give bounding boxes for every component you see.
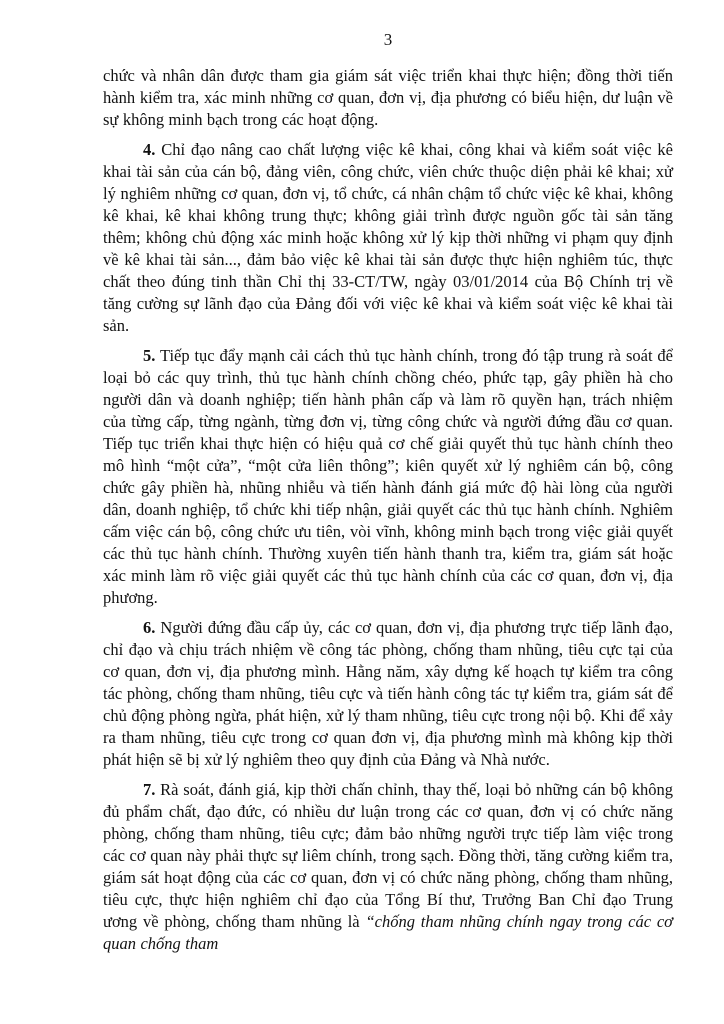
paragraph-4 xyxy=(103,139,673,337)
paragraph-7-quoted-phrase: “chống tham nhũng chính ngay trong các cơ quan chống tham xyxy=(103,912,673,953)
paragraph-5 xyxy=(103,345,673,609)
paragraph-continuation: chức và nhân dân được tham gia giám sát việc triển khai thực hiện; đồng thời tiến hành kiểm tra, xác minh những cơ quan, đơn vị, địa phương có biểu hiện, dư luận về sự không minh bạch trong các hoạt động. xyxy=(103,66,673,129)
page-number: 3 xyxy=(383,30,393,49)
paragraph-7-number: 7. xyxy=(143,780,156,799)
paragraph-5-text: Tiếp tục đẩy mạnh cải cách thủ tục hành chính, trong đó tập trung rà soát để loại bỏ các quy trình, thủ tục hành chính chồng chéo, phức tạp, gây phiền hà cho người dân và doanh nghiệp; tiến hành phân cấp và làm rõ quyền hạn, trách nhiệm của từng cấp, từng ngành, từng đơn vị, từng công chức và người đứng đầu cơ quan. Tiếp tục triển khai thực hiện có hiệu quả cơ chế giải quyết thủ tục hành chính theo mô hình “một cửa”, “một cửa liên thông”; kiên quyết xử lý nghiêm cán bộ, công chức gây phiền hà, nhũng nhiễu và tiến hành đánh giá mức độ hài lòng của người dân, doanh nghiệp, tổ chức khi tiếp nhận, giải quyết các thủ tục hành chính. Nghiêm cấm việc cán bộ, công chức ưu tiên, vòi vĩnh, không minh bạch trong việc giải quyết các thủ tục hành chính. Thường xuyên tiến hành thanh tra, kiểm tra, giám sát hoặc xác minh làm rõ việc giải quyết các thủ tục hành chính của các cơ quan, đơn vị, địa phương. xyxy=(103,346,673,607)
document-body xyxy=(103,65,673,955)
paragraph-6 xyxy=(103,617,673,771)
paragraph-7-text: Rà soát, đánh giá, kịp thời chấn chỉnh, thay thế, loại bỏ những cán bộ không đủ phẩm chất, đạo đức, có nhiều dư luận trong các cơ quan, đơn vị có chức năng phòng, chống tham nhũng, tiêu cực; đảm bảo những người trực tiếp làm việc trong các cơ quan này phải thực sự liêm chính, trong sạch. Đồng thời, tăng cường kiểm tra, giám sát hoạt động của các cơ quan, đơn vị có chức năng phòng, chống tham nhũng, tiêu cực, thực hiện nghiêm chỉ đạo của Tổng Bí thư, Trưởng Ban Chỉ đạo Trung ương về phòng, chống tham nhũng là xyxy=(103,780,673,931)
paragraph-4-number: 4. xyxy=(143,140,156,159)
paragraph-7 xyxy=(103,779,673,955)
paragraph-4-text: Chỉ đạo nâng cao chất lượng việc kê khai, công khai và kiểm soát việc kê khai tài sản của cán bộ, đảng viên, công chức, viên chức thuộc diện phải kê khai; xử lý nghiêm những cơ quan, đơn vị, tổ chức, cá nhân chậm tổ chức việc kê khai, không kê khai, kê khai không trung thực; không giải trình được nguồn gốc tài sản tăng thêm; không chủ động xác minh hoặc không xử lý kịp thời những vi phạm quy định về kê khai tài sản..., đảm bảo việc kê khai tài sản được thực hiện nghiêm túc, thực chất theo đúng tinh thần Chỉ thị 33-CT/TW, ngày 03/01/2014 của Bộ Chính trị về tăng cường sự lãnh đạo của Đảng đối với việc kê khai và kiểm soát việc kê khai tài sản. xyxy=(103,140,673,335)
paragraph-6-text: Người đứng đầu cấp ủy, các cơ quan, đơn vị, địa phương trực tiếp lãnh đạo, chỉ đạo và chịu trách nhiệm về công tác phòng, chống tham nhũng, tiêu cực tại của cơ quan, đơn vị, địa phương mình. Hằng năm, xây dựng kế hoạch tự kiểm tra công tác phòng, chống tham nhũng, tiêu cực và tiến hành công tác tự kiểm tra, giám sát để chủ động phòng ngừa, phát hiện, xử lý tham nhũng, tiêu cực trong nội bộ. Khi để xảy ra tham nhũng, tiêu cực trong cơ quan đơn vị, địa phương mình mà không kịp thời phát hiện sẽ bị xử lý nghiêm theo quy định của Đảng và Nhà nước. xyxy=(103,618,673,769)
paragraph-5-number: 5. xyxy=(143,346,156,365)
paragraph-6-number: 6. xyxy=(143,618,156,637)
